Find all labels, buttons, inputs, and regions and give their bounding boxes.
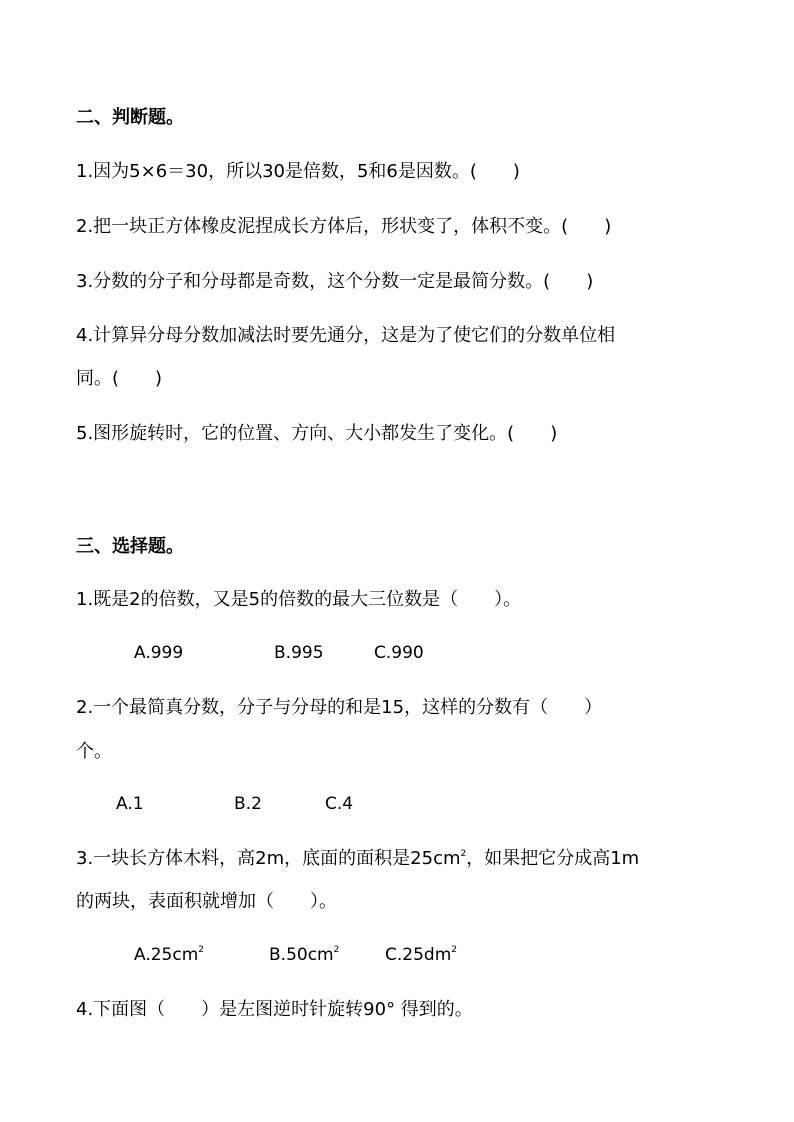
superscript: 2 — [333, 945, 340, 955]
option-b: B.995 — [274, 643, 324, 663]
tf-question-5: 5.图形旋转时，它的位置、方向、大小都发生了变化。( ) — [76, 423, 558, 444]
option-c-text: C.25dm — [385, 945, 452, 965]
option-a — [134, 944, 204, 966]
option-c: C.4 — [325, 794, 354, 814]
superscript: 2 — [451, 945, 457, 955]
tf-question-3: 3.分数的分子和分母都是奇数，这个分数一定是最简分数。( ) — [76, 271, 594, 292]
section3-title: 三、选择题。 — [76, 536, 184, 557]
mc-question-3-line1 — [76, 847, 639, 871]
option-c: C.990 — [374, 643, 424, 663]
mc-question-3-text-b: ，如果把它分成高1m — [466, 848, 640, 869]
option-a-text: A.25cm — [134, 945, 199, 965]
section2-title: 二、判断题。 — [76, 107, 184, 128]
option-b-text: B.50cm — [269, 945, 334, 965]
option-a: A.1 — [116, 794, 144, 814]
mc-question-3-text-a: 3.一块长方体木料，高2m，底面的面积是25cm — [76, 848, 461, 869]
mc-question-2-line1: 2.一个最简真分数，分子与分母的和是15，这样的分数有（ ） — [76, 697, 603, 718]
tf-question-4-line1: 4.计算异分母分数加减法时要先通分，这是为了使它们的分数单位相 — [76, 325, 616, 346]
mc-question-1: 1.既是2的倍数，又是5的倍数的最大三位数是（ ）。 — [76, 589, 522, 610]
mc-question-4: 4.下面图（ ）是左图逆时针旋转90° 得到的。 — [76, 999, 473, 1020]
option-b: B.2 — [234, 794, 262, 814]
mc-question-2-line2: 个。 — [76, 741, 112, 762]
superscript: 2 — [460, 849, 467, 859]
superscript: 2 — [198, 945, 205, 955]
tf-question-4-line2: 同。( ) — [76, 368, 163, 389]
mc-question-3-line2: 的两块，表面积就增加（ ）。 — [76, 891, 337, 912]
option-b — [269, 944, 339, 966]
option-a: A.999 — [134, 643, 184, 663]
tf-question-2: 2.把一块正方体橡皮泥捏成长方体后，形状变了，体积不变。( ) — [76, 216, 612, 237]
option-c — [385, 944, 457, 966]
tf-question-1: 1.因为5×6＝30，所以30是倍数，5和6是因数。( ) — [76, 161, 520, 182]
